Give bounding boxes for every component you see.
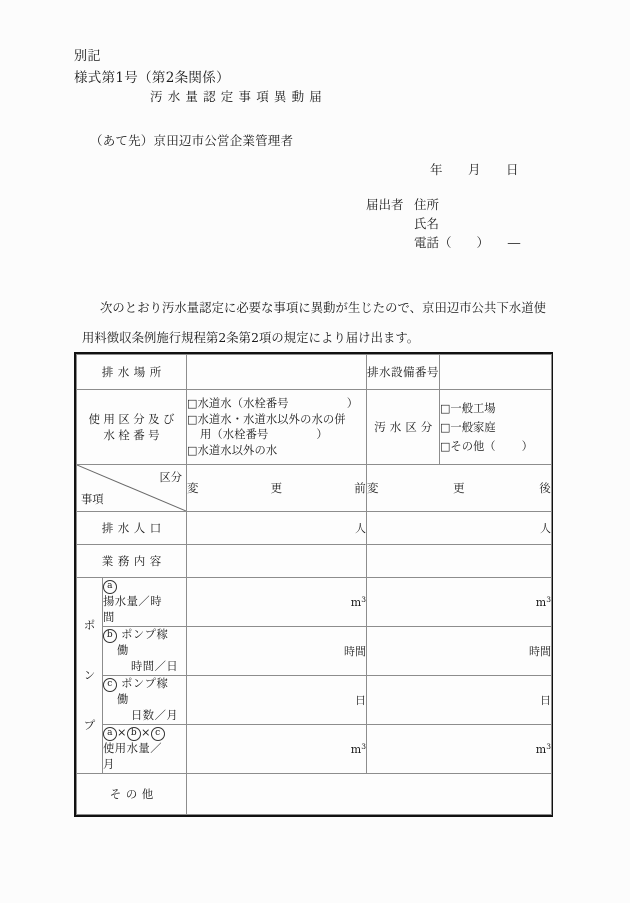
circled-letter-c-icon: c [103, 678, 117, 692]
pump-total-line2: 月 [103, 758, 115, 771]
table-row-pump-c [77, 676, 552, 725]
pump-c-line2: 働 [117, 693, 129, 706]
header-form-number: 様式第1号（第2条関係） [74, 70, 230, 86]
checkbox-icon-combined-water[interactable]: □ [187, 412, 198, 426]
header-after-char-2: 更 [453, 481, 465, 495]
date-day-label: 日 [505, 162, 519, 177]
circled-letter-c-icon-formula: c [151, 727, 165, 741]
pump-b-line2: 働 [117, 644, 129, 657]
label-pump-char-3: プ [83, 717, 96, 732]
label-pump-item-c [103, 676, 187, 725]
field-pump-total-before[interactable]: $m^3$ [187, 725, 367, 774]
field-other[interactable] [187, 774, 552, 815]
label-sewage-category: 汚水区分 [367, 390, 440, 465]
pump-total-line1: 使用水量／ [103, 742, 162, 755]
label-other: その他 [77, 774, 187, 815]
checkbox-group-sewage-category [440, 390, 552, 465]
document-header [74, 46, 564, 89]
pump-b-line1-text: ポンプ稼 [121, 628, 169, 641]
checkbox-other-category[interactable] [440, 437, 551, 456]
field-pump-a-before[interactable]: $m^3$ [187, 578, 367, 627]
checkbox-tail-tap-water: ） [346, 397, 359, 410]
label-pump-char-2: ン [83, 667, 96, 682]
checkbox-group-water-source [187, 390, 367, 465]
pump-c-line1-text: ポンプ稼 [121, 677, 169, 690]
header-bekki: 別記 [74, 49, 102, 64]
submitter-phone-row [366, 233, 520, 252]
table-row-usage-classification [77, 390, 552, 465]
checkbox-general-factory[interactable] [440, 399, 551, 418]
checkbox-icon-general-factory[interactable]: □ [440, 401, 451, 415]
field-pump-total-after[interactable]: $m^3$ [367, 725, 552, 774]
field-pump-c-before[interactable]: 日 [187, 676, 367, 725]
label-usage-classification [77, 390, 187, 465]
header-after-char-3: 後 [539, 481, 551, 495]
field-pump-c-after[interactable]: 日 [367, 676, 552, 725]
submitter-block [366, 195, 520, 252]
label-business-content: 業務内容 [77, 545, 187, 578]
addressee-line: （あて先）京田辺市公営企業管理者 [90, 133, 294, 148]
circled-letter-b-icon-formula: b [127, 727, 141, 741]
pump-b-line1 [103, 627, 186, 643]
checkbox-combined-water[interactable] [187, 412, 366, 428]
label-pump-item-total [103, 725, 187, 774]
form-table-frame [74, 352, 553, 817]
field-pump-a-after[interactable]: $m^3$ [367, 578, 552, 627]
table-row-business-content [77, 545, 552, 578]
header-after-char-1: 変 [367, 481, 379, 495]
table-row-population [77, 512, 552, 545]
table-row-change-header [77, 465, 552, 512]
header-before-char-1: 変 [187, 481, 199, 495]
submitter-address-row [366, 195, 520, 214]
label-pump-char-1: ポ [83, 617, 96, 632]
submitter-name-row [366, 214, 520, 233]
table-row-pump-b [77, 627, 552, 676]
checkbox-non-tap-water[interactable] [187, 443, 366, 459]
table-row-other [77, 774, 552, 815]
diagonal-label-item: 事項 [81, 493, 104, 506]
unit-superscript-3-a-after: 3 [546, 595, 551, 604]
header-before-char-2: 更 [270, 481, 283, 495]
submitter-name-label: 氏名 [414, 216, 440, 231]
header-before-change-chars [187, 480, 366, 496]
checkbox-general-household[interactable] [440, 418, 551, 437]
table-row-discharge-place [77, 355, 552, 390]
field-population-before[interactable]: 人 [187, 512, 367, 545]
field-discharge-place[interactable] [187, 355, 367, 390]
date-line [430, 160, 518, 178]
header-before-change [187, 465, 367, 512]
circled-letter-a-icon: a [103, 580, 117, 594]
checkbox-icon-other-category[interactable]: □ [440, 439, 451, 453]
diagonal-label-category: 区分 [159, 471, 182, 484]
header-after-change-chars [367, 480, 551, 496]
table-row-pump-total [77, 725, 552, 774]
field-population-after[interactable]: 人 [367, 512, 552, 545]
pump-b-line3: 時間／日 [131, 660, 179, 673]
pump-c-line3: 日数／月 [131, 709, 179, 722]
field-facility-number[interactable] [440, 355, 552, 390]
pump-a-line1: 揚水量／時 [103, 595, 162, 608]
checkbox-label-other-category: その他（ [450, 439, 496, 453]
label-facility-number: 排水設備番号 [367, 355, 440, 390]
field-pump-b-before[interactable]: 時間 [187, 627, 367, 676]
label-usage-line2: 水栓番号 [103, 428, 163, 442]
submitter-address-label: 住所 [414, 197, 440, 212]
date-month-label: 月 [467, 162, 481, 177]
checkbox-label-non-tap-water: 水道水以外の水 [197, 443, 278, 457]
pump-c-line1 [103, 676, 186, 692]
label-usage-line1: 使用区分及び [88, 412, 178, 426]
label-pump [77, 578, 103, 774]
unit-superscript-3-total-before: 3 [361, 742, 366, 751]
submitter-phone-label: 電話（ ） ― [414, 235, 521, 250]
checkbox-tap-water[interactable] [187, 396, 366, 412]
checkbox-tail-other-category: ） [521, 439, 533, 453]
diagonal-header-cell [77, 465, 187, 512]
table-row-pump-a [77, 578, 552, 627]
pump-total-formula: a × b × c [103, 725, 186, 741]
checkbox-label-general-factory: 一般工場 [450, 401, 496, 415]
field-pump-b-after[interactable]: 時間 [367, 627, 552, 676]
paragraph-text: 次のとおり汚水量認定に必要な事項に異動が生じたので、京田辺市公共下水道使用料徴収条例施行規程第2条第2項の規定により届け出ます。 [82, 301, 547, 345]
checkbox-label-combined-cont: 用（水栓番号 [200, 428, 269, 441]
header-after-change [367, 465, 552, 512]
checkbox-icon-non-tap-water[interactable]: □ [187, 443, 198, 457]
checkbox-label-combined-water: 水道水・水道水以外の水の併 [197, 412, 346, 426]
date-year-label: 年 [430, 162, 443, 177]
label-pump-item-b [103, 627, 187, 676]
pump-a-mark-row [103, 578, 186, 594]
label-discharge-population: 排水人口 [77, 512, 187, 545]
unit-superscript-3-total-after: 3 [546, 742, 551, 751]
checkbox-icon-tap-water[interactable]: □ [187, 397, 198, 410]
page-title: 汚水量認定事項異動届 [150, 89, 328, 104]
field-business-after[interactable] [367, 545, 552, 578]
form-table [76, 354, 552, 815]
label-pump-vertical [77, 601, 102, 751]
checkbox-combined-water-cont [187, 427, 366, 443]
pump-a-line2: 間 [103, 611, 115, 624]
circled-letter-b-icon: b [103, 629, 117, 643]
body-paragraph [82, 293, 552, 353]
submitter-label: 届出者 [366, 197, 404, 212]
field-business-before[interactable] [187, 545, 367, 578]
checkbox-icon-general-household[interactable]: □ [440, 420, 451, 434]
label-discharge-place: 排水場所 [77, 355, 187, 390]
checkbox-label-tap-water: 水道水（水栓番号 [197, 397, 289, 410]
circled-letter-a-icon-formula: a [103, 727, 117, 741]
checkbox-tail-combined-water: ） [316, 428, 328, 441]
label-pump-item-a [103, 578, 187, 627]
unit-superscript-3-a-before: 3 [361, 595, 366, 604]
header-before-char-3: 前 [354, 481, 366, 495]
checkbox-label-general-household: 一般家庭 [450, 420, 496, 434]
